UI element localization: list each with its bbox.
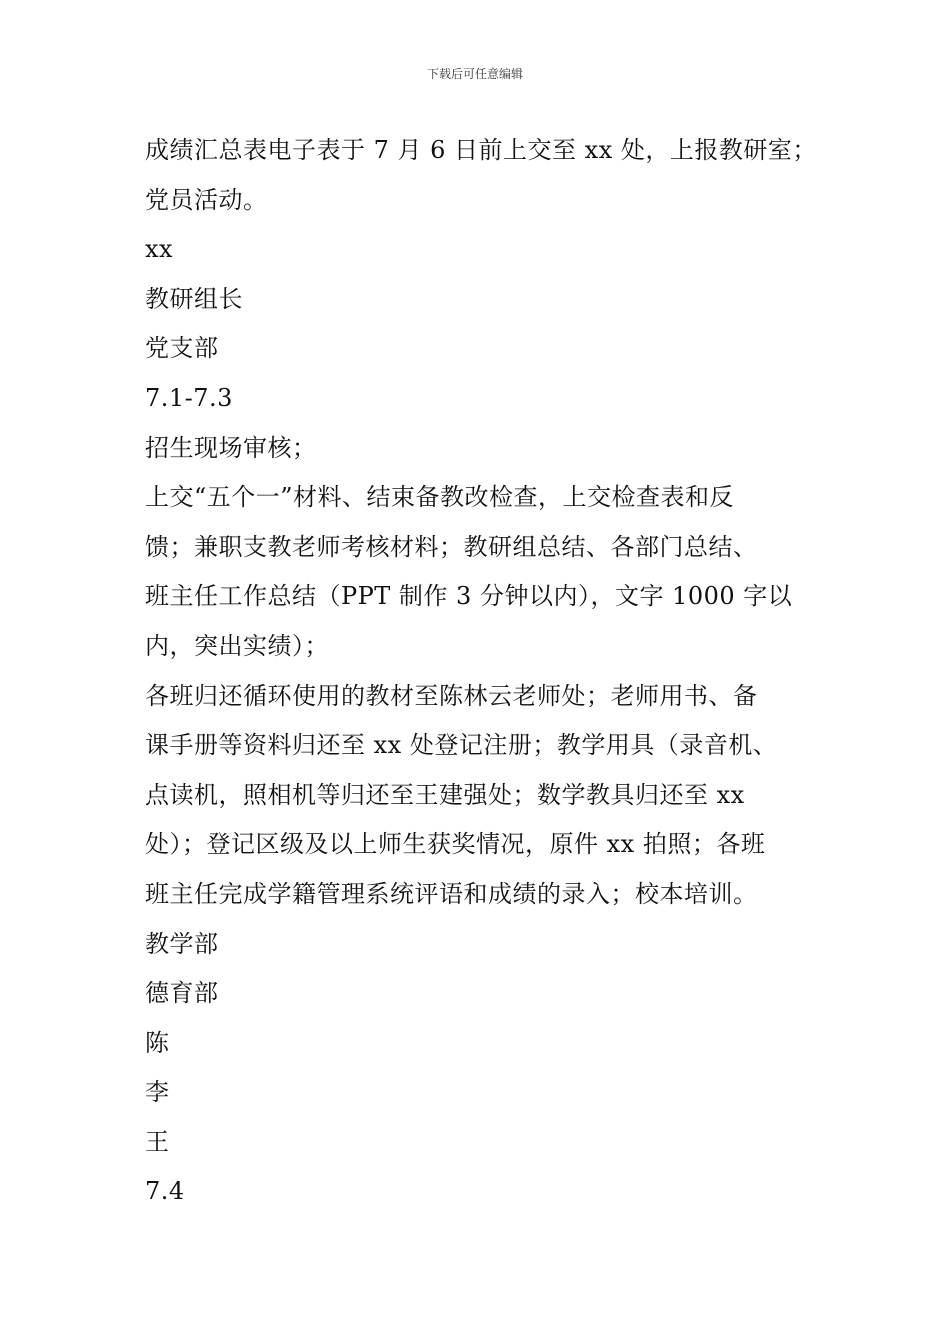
text-line: 德育部 <box>145 979 219 1008</box>
text-line: 李 <box>145 1078 170 1107</box>
text-line: 党支部 <box>145 334 219 363</box>
text-line: 上交“五个一”材料、结束备教改检查，上交检查表和反 <box>145 483 735 512</box>
text-line: 教研组长 <box>145 284 243 313</box>
page-header: 下载后可任意编辑 <box>426 67 523 81</box>
text-line: 王 <box>145 1127 170 1156</box>
text-line: 馈；兼职支教老师考核材料；教研组总结、各部门总结、 <box>145 532 758 561</box>
text-line: 班主任完成学籍管理系统评语和成绩的录入；校本培训。 <box>145 879 758 908</box>
text-line: 党员活动。 <box>145 185 268 214</box>
text-line: 招生现场审核； <box>145 433 317 462</box>
text-line: 课手册等资料归还至 xx 处登记注册；教学用具（录音机、 <box>145 731 778 760</box>
text-line: 教学部 <box>145 929 219 958</box>
text-line: 班主任工作总结（PPT 制作 3 分钟以内），文字 1000 字以 <box>145 582 793 611</box>
text-line: xx <box>145 235 174 264</box>
text-line: 内，突出实绩）； <box>145 631 329 660</box>
text-line: 7.4 <box>145 1177 185 1206</box>
document-body <box>145 126 815 1217</box>
text-line: 成绩汇总表电子表于 7 月 6 日前上交至 xx 处，上报教研室； <box>145 136 817 164</box>
text-line: 各班归还循环使用的教材至陈林云老师处；老师用书、备 <box>145 681 758 710</box>
text-line: 点读机，照相机等归还至王建强处；数学教具归还至 xx <box>145 780 745 809</box>
text-line: 陈 <box>145 1028 170 1057</box>
text-line: 7.1-7.3 <box>145 383 233 412</box>
text-line: 处）；登记区级及以上师生获奖情况，原件 xx 拍照；各班 <box>145 830 766 859</box>
